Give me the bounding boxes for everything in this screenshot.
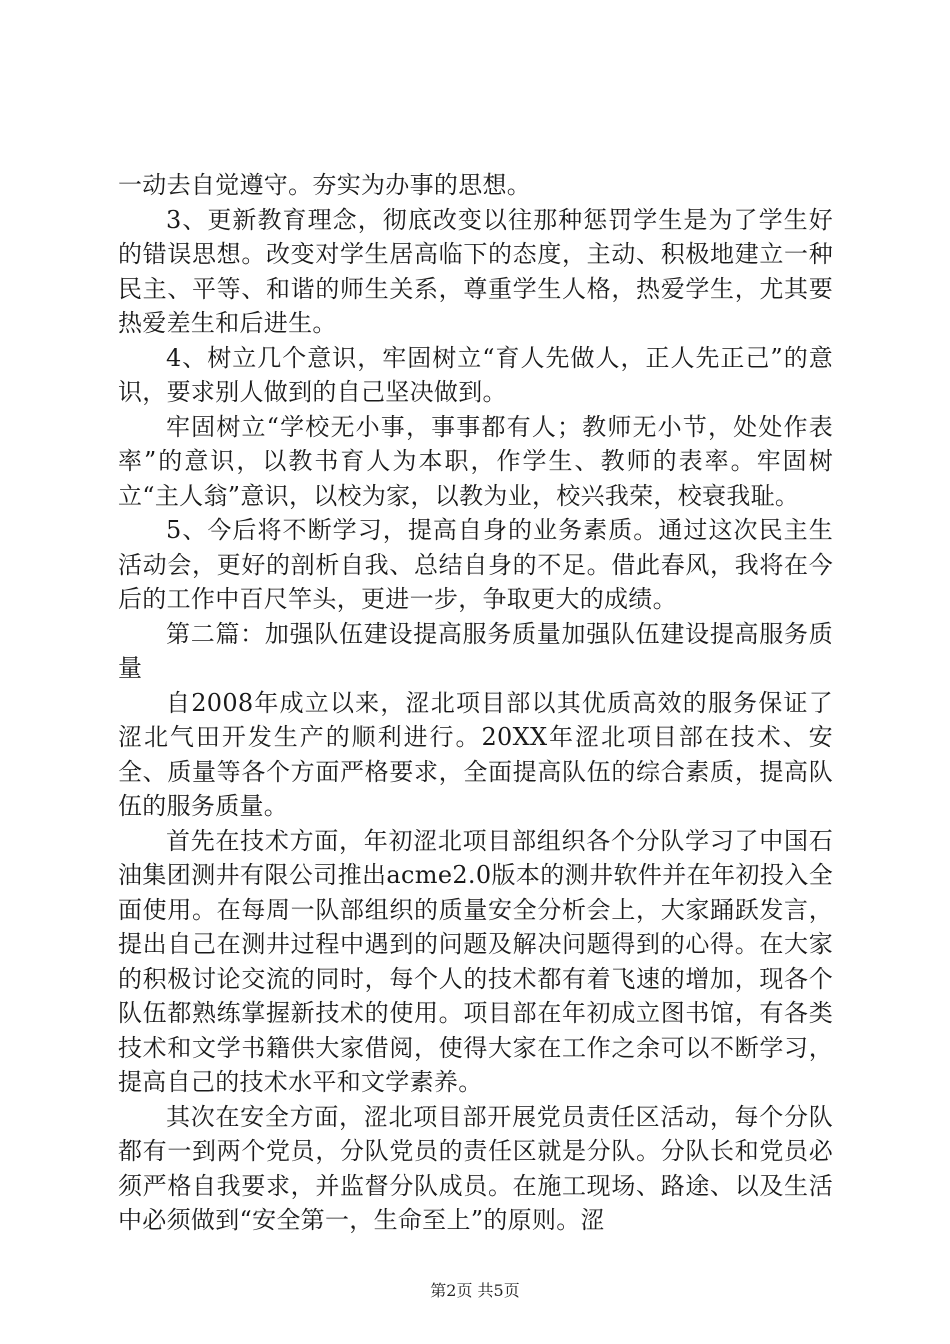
paragraph-technology: 首先在技术方面，年初涩北项目部组织各个分队学习了中国石油集团测井有限公司推出acme2.0版本的测井软件并在年初投入全面使用。在每周一队部组织的质量安全分析会上，大家踊跃发言，提出自己在测井过程中遇到的问题及解决问题得到的心得。在大家的积极讨论交流的同时，每个人的技术都有着飞速的增加，现各个队伍都熟练掌握新技术的使用。项目部在年初成立图书馆，有各类技术和文学书籍供大家借阅，使得大家在工作之余可以不断学习，提高自己的技术水平和文学素养。	[118, 826, 833, 1096]
paragraph-item-3: 3、更新教育理念，彻底改变以往那种惩罚学生是为了学生好的错误思想。改变对学生居高临下的态度，主动、积极地建立一种民主、平等、和谐的师生关系，尊重学生人格，热爱学生，尤其要热爱差生和后进生。	[118, 205, 833, 337]
paragraph-continuation: 一动去自觉遵守。夯实为办事的思想。	[118, 171, 532, 199]
page-number: 第2页 共5页	[430, 1281, 520, 1300]
page-footer	[0, 1278, 950, 1301]
paragraph-awareness: 牢固树立“学校无小事，事事都有人；教师无小节，处处作表率”的意识，以教书育人为本职，作学生、教师的表率。牢固树立“主人翁”意识，以校为家，以教为业，校兴我荣，校衰我耻。	[118, 412, 833, 510]
document-body	[118, 168, 833, 1238]
paragraph-intro: 自2008年成立以来，涩北项目部以其优质高效的服务保证了涩北气田开发生产的顺利进行。20XX年涩北项目部在技术、安全、质量等各个方面严格要求，全面提高队伍的综合素质，提高队伍的服务质量。	[118, 688, 833, 820]
paragraph-item-4: 4、树立几个意识，牢固树立“育人先做人，正人先正己”的意识，要求别人做到的自己坚决做到。	[118, 343, 833, 406]
section-heading-part-two: 第二篇：加强队伍建设提高服务质量加强队伍建设提高服务质量	[118, 619, 833, 682]
paragraph-safety: 其次在安全方面，涩北项目部开展党员责任区活动，每个分队都有一到两个党员，分队党员的责任区就是分队。分队长和党员必须严格自我要求，并监督分队成员。在施工现场、路途、以及生活中必须做到“安全第一，生命至上”的原则。涩	[118, 1102, 833, 1234]
paragraph-item-5: 5、今后将不断学习，提高自身的业务素质。通过这次民主生活动会，更好的剖析自我、总结自身的不足。借此春风，我将在今后的工作中百尺竿头，更进一步，争取更大的成绩。	[118, 516, 833, 613]
